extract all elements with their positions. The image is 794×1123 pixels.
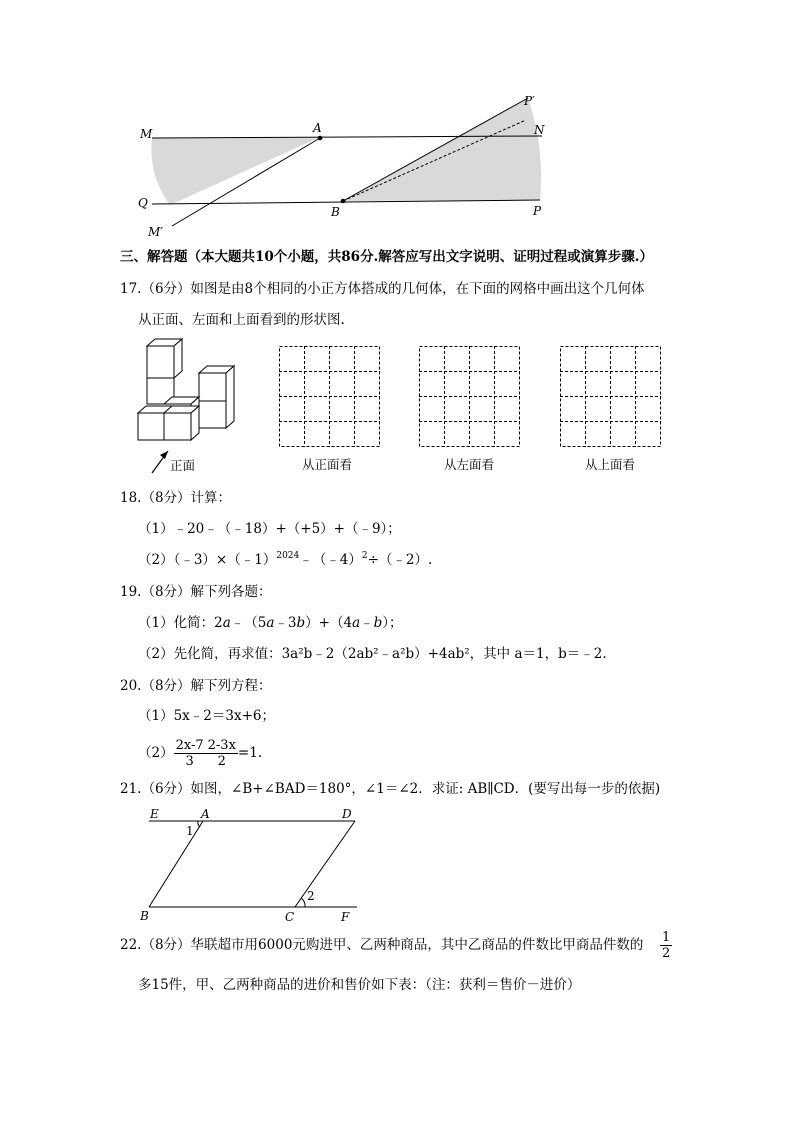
q19-title: 19.（8分）解下列各题： <box>120 584 272 600</box>
label-c: C <box>285 910 295 924</box>
point-a <box>318 136 323 141</box>
shaded-right-region <box>343 98 541 201</box>
shaded-left-region <box>151 138 318 205</box>
q18-title: 18.（8分）计算： <box>120 490 232 506</box>
q20-part2: （2） $\frac{2x-7}{3}$ $\frac{2-3x}{2}$ =1. <box>138 738 263 769</box>
label-e: E <box>150 807 159 821</box>
q17-line2: 从正面、左面和上面看到的形状图. <box>138 312 345 328</box>
q21-text: 21.（6分）如图，∠B+∠BAD＝180°，∠1＝∠2．求证: AB∥CD．(要写出每一步的依据) <box>120 781 661 797</box>
label-angle-2: 2 <box>307 889 315 903</box>
parallel-lines-figure <box>130 90 550 245</box>
grid-label-top: 从上面看 <box>585 457 636 472</box>
q19-part1: （1）化简：2a﹣（5a﹣3b）+（4a﹣b）； <box>138 615 403 631</box>
q18-part2: （2）（﹣3）×（﹣1）$^{2024}$﹣（﹣4）$^2$÷（﹣2）. <box>138 551 433 568</box>
front-label: 正面 <box>170 458 196 473</box>
label-n: N <box>534 123 545 137</box>
label-m-prime: M′ <box>148 225 164 239</box>
label-b: B <box>331 205 340 219</box>
label-p: P <box>533 204 542 218</box>
label-q: Q <box>138 196 148 210</box>
fraction-2: $\frac{2-3x}{2}$ <box>207 738 236 769</box>
grid-top-view <box>560 346 662 448</box>
q20-part1: （1）5x﹣2＝3x+6； <box>138 708 275 724</box>
label-m: M <box>140 127 153 141</box>
grid-front-view <box>279 346 381 448</box>
q22-line2: 多15件，甲、乙两种商品的进价和售价如下表：（注：获利＝售价－进价） <box>138 977 581 993</box>
q19-part2: （2）先化简，再求值：3a²b﹣2（2ab²﹣a²b）+4ab²，其中 a＝1，b＝﹣2. <box>138 646 607 662</box>
label-p-prime: P′ <box>524 94 535 108</box>
q17-line1: 17.（6分）如图是由8个相同的小正方体搭成的几何体，在下面的网格中画出这个几何体 <box>120 281 645 297</box>
q18-part1: （1）﹣20﹣（﹣18）+（+5）+（﹣9）； <box>138 521 401 537</box>
fraction-1: $\frac{2x-7}{3}$ <box>175 738 204 769</box>
label-a: A <box>201 807 210 821</box>
q22-line1: 22.（8分）华联超市用6000元购进甲、乙两种商品，其中乙商品的件数比甲商品件数的 <box>120 937 644 953</box>
point-b <box>341 199 346 204</box>
label-f: F <box>341 910 350 924</box>
grid-left-view <box>419 346 521 448</box>
section-heading: 三、解答题（本大题共10个小题，共86分.解答应写出文字说明、证明过程或演算步骤.） <box>120 249 653 265</box>
label-angle-1: 1 <box>186 824 194 838</box>
grid-label-front: 从正面看 <box>302 457 353 472</box>
label-a: A <box>313 121 322 135</box>
grid-label-left: 从左面看 <box>444 457 495 472</box>
q20-title: 20.（8分）解下列方程： <box>120 678 272 694</box>
fraction-one-half: $\frac{1}{2}$ <box>662 930 671 961</box>
label-d: D <box>342 807 352 821</box>
parallelogram-figure <box>135 803 365 925</box>
label-b: B <box>140 909 149 923</box>
